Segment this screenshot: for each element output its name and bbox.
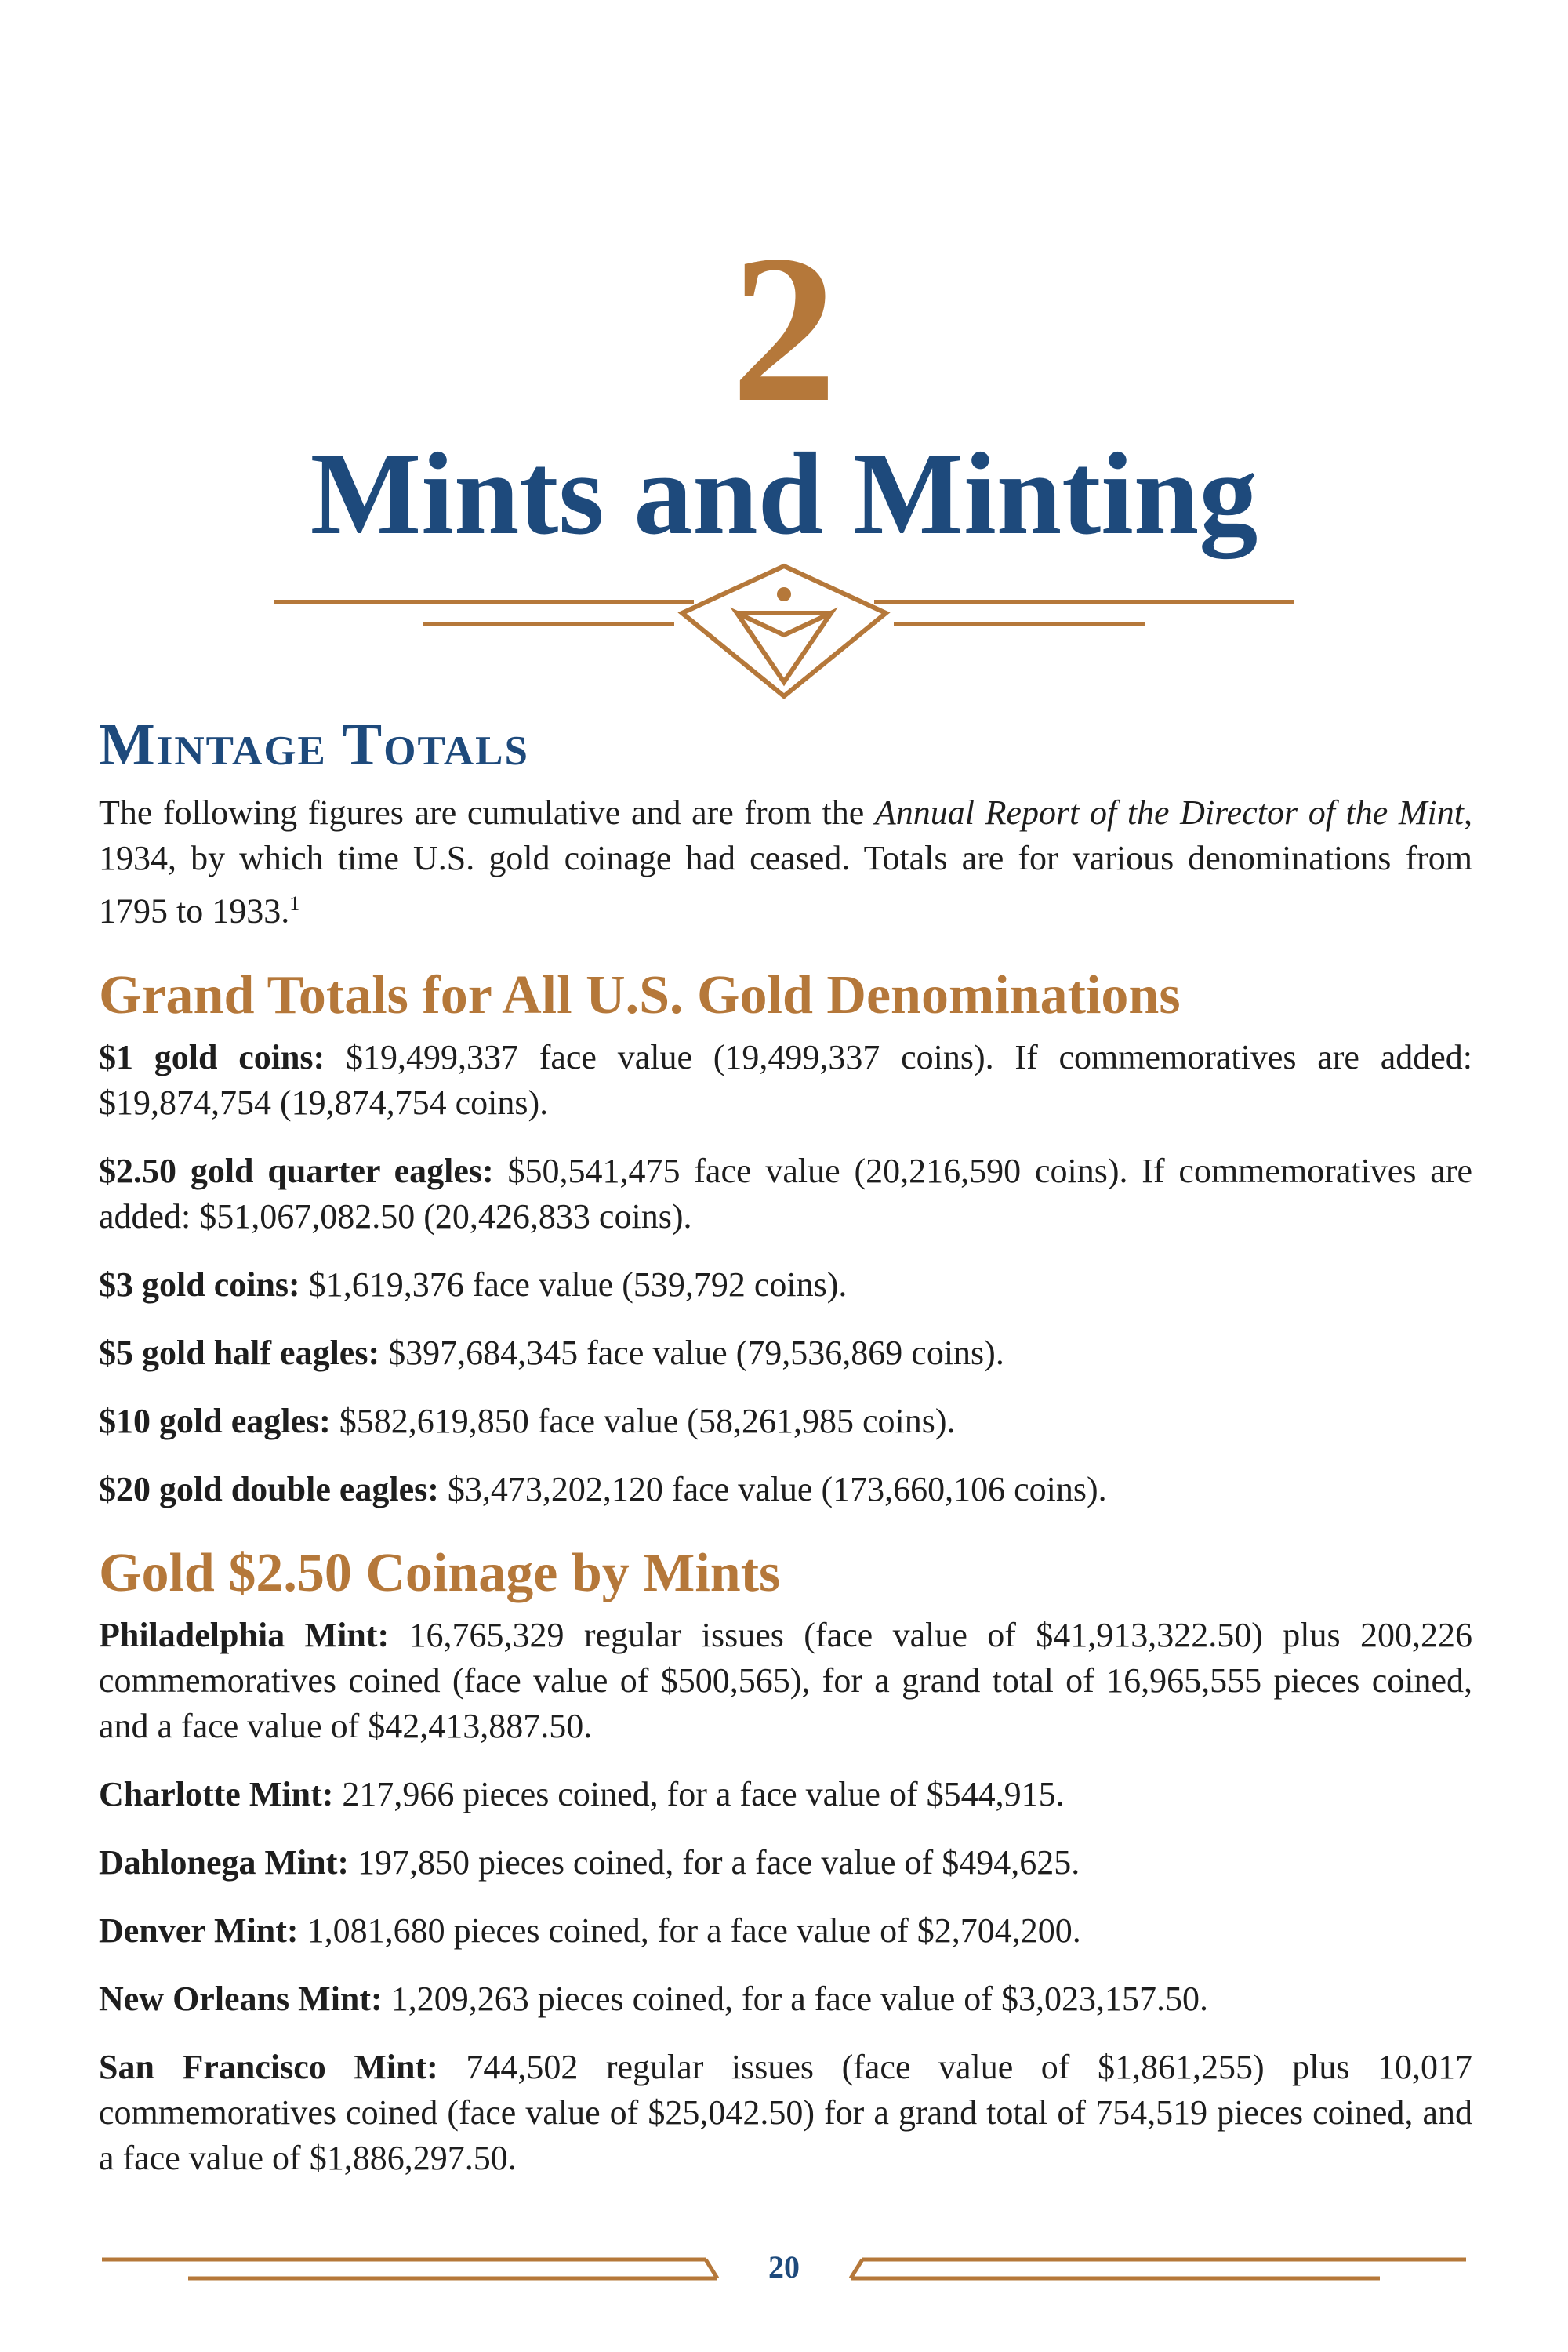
sub-heading-grand-totals: Grand Totals for All U.S. Gold Denominations xyxy=(99,964,1181,1025)
mint-entry: Philadelphia Mint: 16,765,329 regular issues (face value of $41,913,322.50) plus 200,226 commemoratives coined (face value of $500,565), for a grand total of 16,965,555 pieces coined, and a face value of $42,413,887.50. xyxy=(99,1615,1472,1745)
mint-entry: New Orleans Mint: 1,209,263 pieces coined, for a face value of $3,023,157.50. xyxy=(99,1979,1208,2018)
section-heading-mintage-totals: Mintage Totals xyxy=(99,712,529,778)
intro-paragraph: The following figures are cumulative and are from the Annual Report of the Director of the Mint, 1934, by which time U.S. gold coinage had ceased. Totals are for various denominations from 1795 to 1933.$^1$ xyxy=(99,793,1472,931)
sub-heading-coinage-by-mints: Gold $2.50 Coinage by Mints xyxy=(99,1542,781,1603)
chapter-title: Mints and Minting xyxy=(310,429,1258,559)
page-number: 20 xyxy=(768,2249,800,2285)
denomination-entry: $20 gold double eagles: $3,473,202,120 face value (173,660,106 coins). xyxy=(99,1469,1107,1508)
content-area xyxy=(99,706,1472,2204)
mint-entry: Dahlonega Mint: 197,850 pieces coined, for a face value of $494,625. xyxy=(99,1842,1080,1882)
mint-entry: Charlotte Mint: 217,966 pieces coined, for a face value of $544,915. xyxy=(99,1774,1065,1813)
chapter-number: 2 xyxy=(731,212,837,446)
title-ornament xyxy=(267,549,1301,706)
denomination-entry: $5 gold half eagles: $397,684,345 face value (79,536,869 coins). xyxy=(99,1333,1004,1372)
footnote-marker: 1 xyxy=(289,892,300,915)
denomination-entry: $2.50 gold quarter eagles: $50,541,475 face value (20,216,590 coins). If commemoratives are added: $51,067,082.50 (20,426,833 coins). xyxy=(99,1151,1472,1236)
denomination-entry: $3 gold coins: $1,619,376 face value (539,792 coins). xyxy=(99,1265,848,1304)
mint-entry: Denver Mint: 1,081,680 pieces coined, for a face value of $2,704,200. xyxy=(99,1911,1081,1950)
denomination-entry: $10 gold eagles: $582,619,850 face value (58,261,985 coins). xyxy=(99,1401,956,1440)
denomination-entry: $1 gold coins: $19,499,337 face value (19,499,337 coins). If commemoratives are added: $19,874,754 (19,874,754 coins). xyxy=(99,1037,1472,1122)
report-title: Annual Report of the Director of the Mint xyxy=(874,793,1464,832)
mint-entry: San Francisco Mint: 744,502 regular issues (face value of $1,861,255) plus 10,017 commemoratives coined (face value of $25,042.50) for a grand total of 754,519 pieces coined, and a face value of $1,886,297.50. xyxy=(99,2047,1472,2177)
